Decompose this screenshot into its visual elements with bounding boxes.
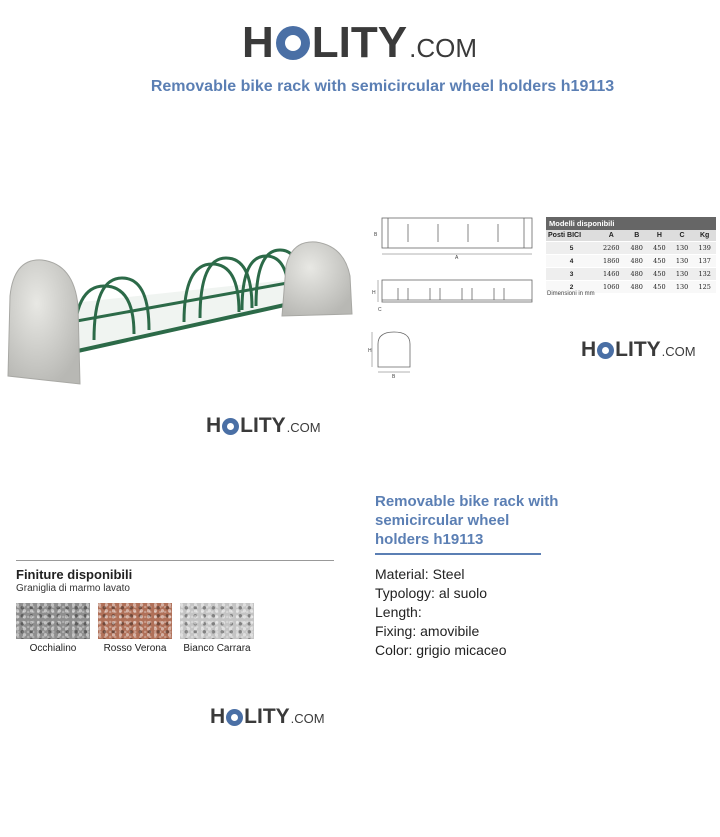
- bike-rack-image: [4, 236, 356, 386]
- swatch-bianco-carrara: Bianco Carrara: [180, 603, 254, 654]
- table-row: 3 1460 480 450 130 132: [546, 268, 716, 281]
- dim-label-b-side: B: [392, 374, 396, 380]
- product-title: Removable bike rack with semicircular wheel holders h19113: [375, 493, 559, 548]
- table-row: 4 1860 480 450 130 137: [546, 255, 716, 268]
- dim-label-a: A: [455, 255, 459, 261]
- page-title: Removable bike rack with semicircular wheel holders h19113: [150, 78, 615, 95]
- attr-color: Color: grigio micaceo: [375, 642, 507, 658]
- swatch-tile: [180, 603, 254, 639]
- product-attributes: [375, 565, 507, 660]
- attr-typology: Typology: al suolo: [375, 585, 488, 601]
- holity-logo: H LITY .COM: [206, 414, 321, 437]
- swatch-tile: [98, 603, 172, 639]
- divider: [16, 560, 334, 561]
- attr-material: Material: Steel: [375, 566, 465, 582]
- logo-o-icon: [597, 342, 614, 359]
- logo-o-icon: [222, 418, 239, 435]
- title-underline: [375, 553, 541, 555]
- table-title: Modelli disponibili: [546, 217, 716, 230]
- logo-o-icon: [276, 26, 310, 60]
- finishes-subtitle: Graniglia di marmo lavato: [16, 583, 130, 594]
- table-row: 2 1060 480 450 130 125: [546, 281, 716, 294]
- dim-label-c: C: [378, 307, 382, 313]
- holity-logo: H LITY .COM: [242, 18, 477, 67]
- table-row: 5 2260 480 450 130 139: [546, 242, 716, 255]
- models-table: [546, 217, 716, 293]
- attr-fixing: Fixing: amovibile: [375, 623, 480, 639]
- swatch-occhialino: Occhialino: [16, 603, 90, 654]
- logo-o-icon: [226, 709, 243, 726]
- finishes-section: [16, 560, 334, 654]
- holity-logo: H LITY .COM: [581, 338, 696, 361]
- swatch-rosso-verona: Rosso Verona: [98, 603, 172, 654]
- swatch-list: [16, 603, 334, 654]
- dimensions-note: Dimensioni in mm: [547, 291, 595, 297]
- dim-label-b: B: [374, 232, 378, 238]
- attr-length: Length:: [375, 604, 422, 620]
- table-header-row: Posti BICI A B H C Kg: [546, 230, 716, 242]
- dim-label-h: H: [372, 290, 376, 296]
- dim-label-h-side: H: [368, 348, 372, 354]
- finishes-title: Finiture disponibili: [16, 567, 133, 582]
- swatch-tile: [16, 603, 90, 639]
- holity-logo: H LITY .COM: [210, 705, 325, 728]
